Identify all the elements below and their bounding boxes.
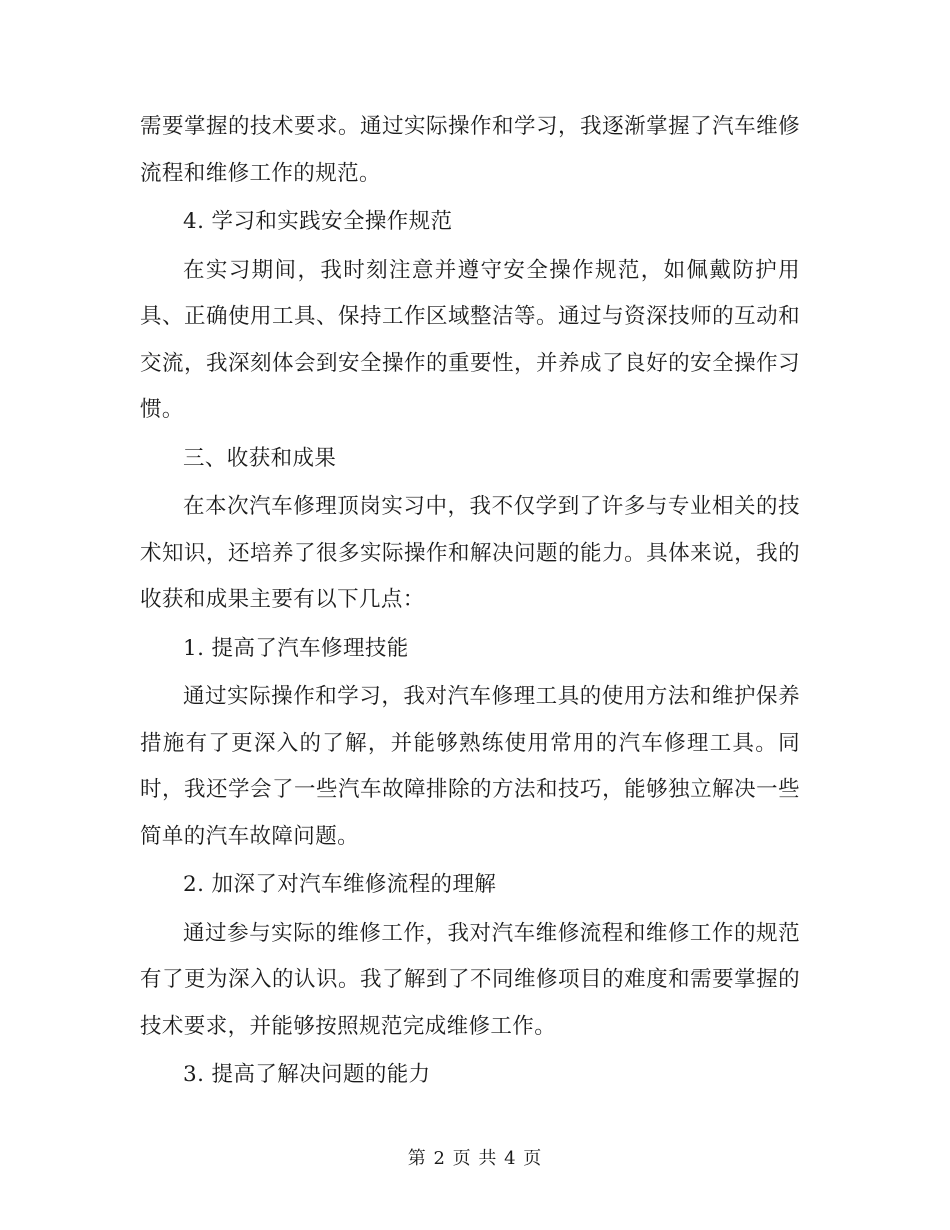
subheading-1: 1. 提高了汽车修理技能 xyxy=(183,635,409,661)
paragraph-gains-intro: 在本次汽车修理顶岗实习中，我不仅学到了许多与专业相关的技术知识，还培养了很多实际操作和解决问题的能力。具体来说，我的收获和成果主要有以下几点： xyxy=(140,494,800,612)
paragraph-safety: 在实习期间，我时刻注意并遵守安全操作规范，如佩戴防护用具、正确使用工具、保持工作区域整洁等。通过与资深技师的互动和交流，我深刻体会到安全操作的重要性，并养成了良好的安全操作习惯。 xyxy=(140,257,800,422)
subheading-2: 2. 加深了对汽车维修流程的理解 xyxy=(183,872,497,897)
page-footer: 第 2 页 共 4 页 xyxy=(407,1148,543,1169)
subheading-3: 3. 提高了解决问题的能力 xyxy=(183,1062,431,1087)
paragraph-process: 通过参与实际的维修工作，我对汽车维修流程和维修工作的规范有了更为深入的认识。我了解到了不同维修项目的难度和需要掌握的技术要求，并能够按照规范完成维修工作。 xyxy=(140,920,800,1039)
section-heading-4: 4. 学习和实践安全操作规范 xyxy=(183,209,453,234)
paragraph-skills: 通过实际操作和学习，我对汽车修理工具的使用方法和维护保养措施有了更深入的了解，并能够熟练使用常用的汽车修理工具。同时，我还学会了一些汽车故障排除的方法和技巧，能够独立解决一些简单的汽车故障问题。 xyxy=(140,684,800,849)
paragraph-continuation: 需要掌握的技术要求。通过实际操作和学习，我逐渐掌握了汽车维修流程和维修工作的规范。 xyxy=(140,114,800,186)
document-body xyxy=(140,104,800,1101)
section-heading-3: 三、收获和成果 xyxy=(183,445,337,471)
